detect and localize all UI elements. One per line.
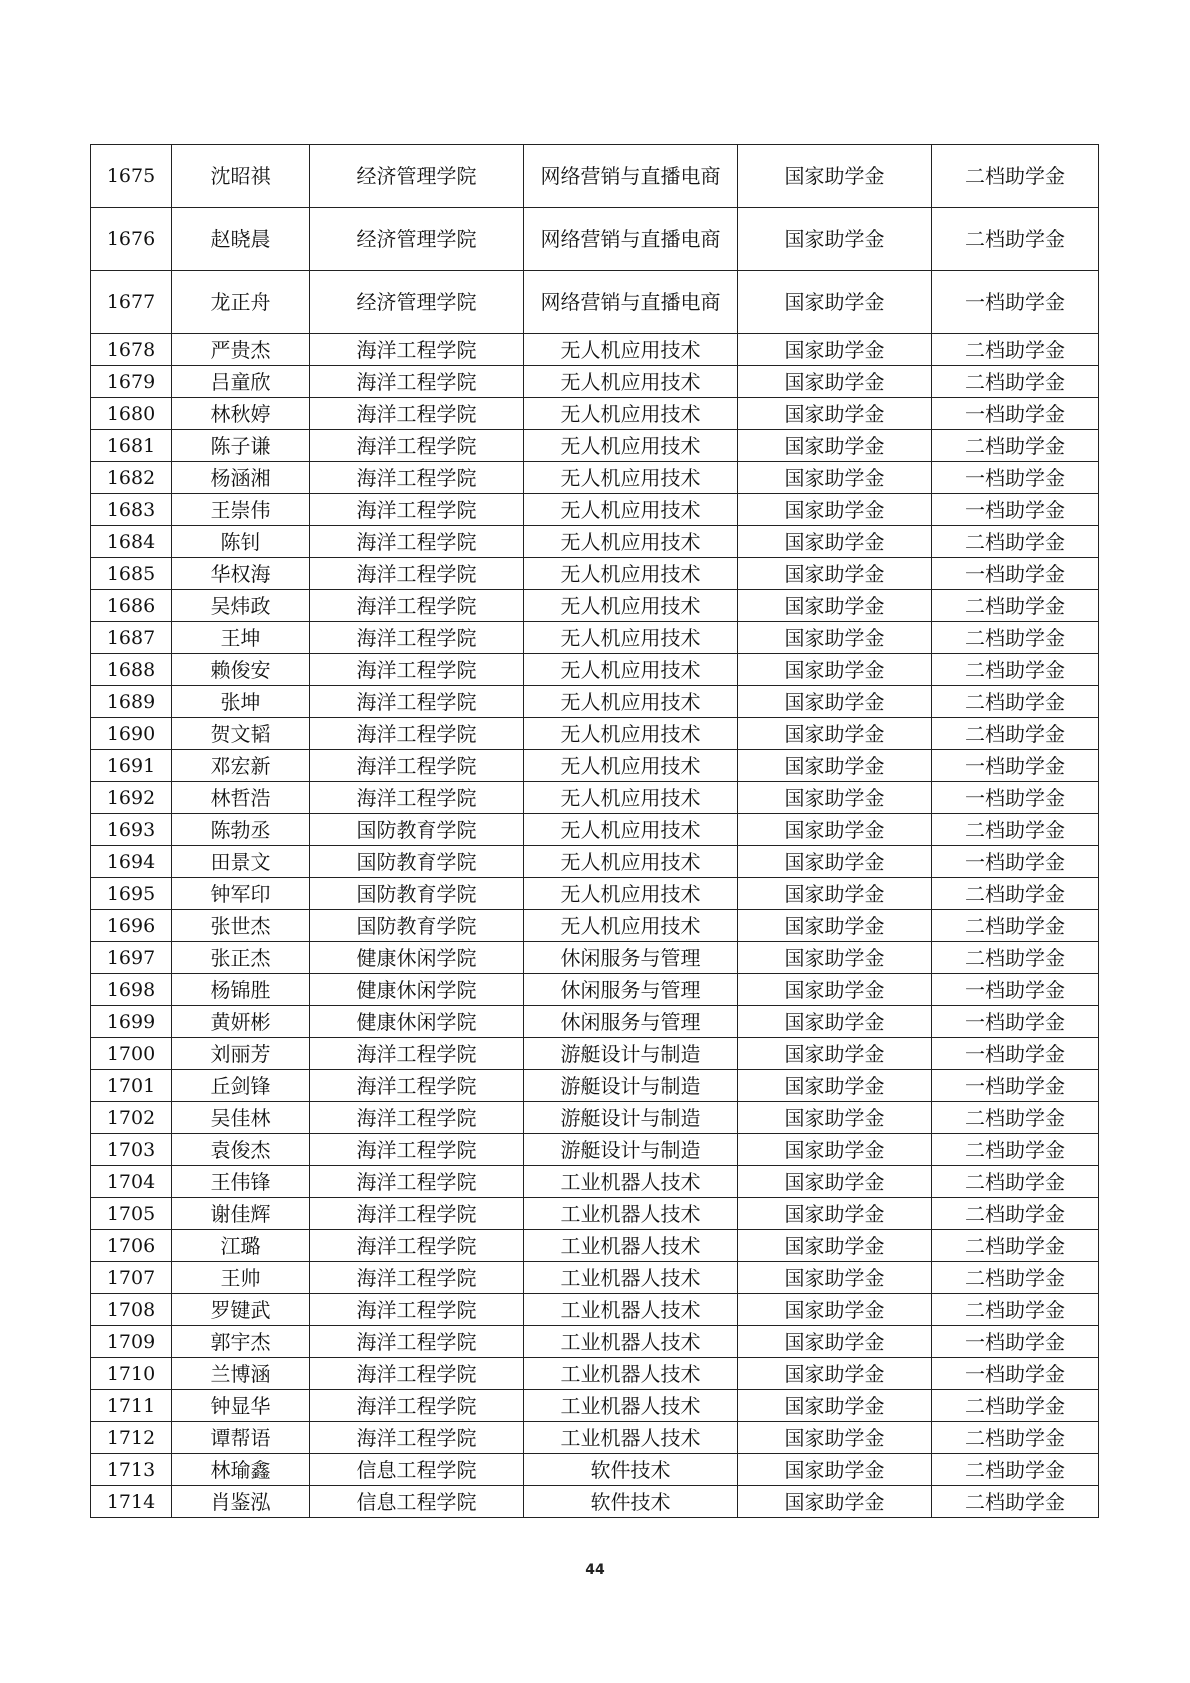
major-cell: 游艇设计与制造 xyxy=(524,1134,738,1166)
grant-level-cell: 二档助学金 xyxy=(932,1102,1099,1134)
college-cell: 海洋工程学院 xyxy=(310,1358,524,1390)
student-name-cell: 兰博涵 xyxy=(172,1358,310,1390)
grant-level-cell: 二档助学金 xyxy=(932,1198,1099,1230)
student-name-cell: 郭宇杰 xyxy=(172,1326,310,1358)
student-name-cell: 王崇伟 xyxy=(172,494,310,526)
row-number-cell: 1691 xyxy=(91,750,172,782)
college-cell: 海洋工程学院 xyxy=(310,1422,524,1454)
grant-level-cell: 一档助学金 xyxy=(932,782,1099,814)
student-name-cell: 华权海 xyxy=(172,558,310,590)
grant-level-cell: 二档助学金 xyxy=(932,1262,1099,1294)
grant-type-cell: 国家助学金 xyxy=(738,430,932,462)
college-cell: 经济管理学院 xyxy=(310,208,524,271)
row-number-cell: 1712 xyxy=(91,1422,172,1454)
major-cell: 工业机器人技术 xyxy=(524,1262,738,1294)
grant-level-cell: 一档助学金 xyxy=(932,1358,1099,1390)
row-number-cell: 1682 xyxy=(91,462,172,494)
row-number-cell: 1689 xyxy=(91,686,172,718)
grant-level-cell: 一档助学金 xyxy=(932,1326,1099,1358)
table-row xyxy=(91,208,1099,271)
table-row xyxy=(91,718,1099,750)
grant-level-cell: 二档助学金 xyxy=(932,366,1099,398)
college-cell: 国防教育学院 xyxy=(310,846,524,878)
grant-level-cell: 二档助学金 xyxy=(932,1422,1099,1454)
college-cell: 海洋工程学院 xyxy=(310,494,524,526)
grant-type-cell: 国家助学金 xyxy=(738,1102,932,1134)
row-number-cell: 1703 xyxy=(91,1134,172,1166)
major-cell: 无人机应用技术 xyxy=(524,718,738,750)
row-number-cell: 1694 xyxy=(91,846,172,878)
table-row xyxy=(91,1422,1099,1454)
major-cell: 游艇设计与制造 xyxy=(524,1038,738,1070)
student-name-cell: 沈昭祺 xyxy=(172,145,310,208)
college-cell: 海洋工程学院 xyxy=(310,462,524,494)
row-number-cell: 1692 xyxy=(91,782,172,814)
grant-level-cell: 一档助学金 xyxy=(932,1006,1099,1038)
grant-level-cell: 一档助学金 xyxy=(932,974,1099,1006)
table-row xyxy=(91,145,1099,208)
row-number-cell: 1687 xyxy=(91,622,172,654)
college-cell: 健康休闲学院 xyxy=(310,942,524,974)
row-number-cell: 1675 xyxy=(91,145,172,208)
grant-type-cell: 国家助学金 xyxy=(738,814,932,846)
college-cell: 经济管理学院 xyxy=(310,271,524,334)
student-name-cell: 田景文 xyxy=(172,846,310,878)
table-row xyxy=(91,271,1099,334)
major-cell: 工业机器人技术 xyxy=(524,1422,738,1454)
major-cell: 工业机器人技术 xyxy=(524,1390,738,1422)
student-name-cell: 丘剑锋 xyxy=(172,1070,310,1102)
college-cell: 海洋工程学院 xyxy=(310,654,524,686)
grant-type-cell: 国家助学金 xyxy=(738,1358,932,1390)
row-number-cell: 1681 xyxy=(91,430,172,462)
college-cell: 海洋工程学院 xyxy=(310,1294,524,1326)
grant-type-cell: 国家助学金 xyxy=(738,145,932,208)
scholarship-table xyxy=(90,144,1099,1518)
student-name-cell: 赖俊安 xyxy=(172,654,310,686)
table-row xyxy=(91,1230,1099,1262)
grant-level-cell: 一档助学金 xyxy=(932,846,1099,878)
table-row xyxy=(91,1006,1099,1038)
major-cell: 无人机应用技术 xyxy=(524,526,738,558)
student-name-cell: 张坤 xyxy=(172,686,310,718)
grant-level-cell: 二档助学金 xyxy=(932,814,1099,846)
grant-level-cell: 一档助学金 xyxy=(932,494,1099,526)
college-cell: 海洋工程学院 xyxy=(310,590,524,622)
table-row xyxy=(91,1134,1099,1166)
grant-level-cell: 二档助学金 xyxy=(932,686,1099,718)
college-cell: 经济管理学院 xyxy=(310,145,524,208)
table-row xyxy=(91,1102,1099,1134)
major-cell: 网络营销与直播电商 xyxy=(524,208,738,271)
row-number-cell: 1711 xyxy=(91,1390,172,1422)
grant-level-cell: 二档助学金 xyxy=(932,590,1099,622)
major-cell: 休闲服务与管理 xyxy=(524,942,738,974)
grant-type-cell: 国家助学金 xyxy=(738,622,932,654)
table-row xyxy=(91,494,1099,526)
row-number-cell: 1707 xyxy=(91,1262,172,1294)
student-name-cell: 杨锦胜 xyxy=(172,974,310,1006)
grant-type-cell: 国家助学金 xyxy=(738,208,932,271)
major-cell: 工业机器人技术 xyxy=(524,1198,738,1230)
major-cell: 工业机器人技术 xyxy=(524,1166,738,1198)
grant-level-cell: 二档助学金 xyxy=(932,1390,1099,1422)
major-cell: 无人机应用技术 xyxy=(524,398,738,430)
student-name-cell: 龙正舟 xyxy=(172,271,310,334)
college-cell: 海洋工程学院 xyxy=(310,1166,524,1198)
student-name-cell: 王帅 xyxy=(172,1262,310,1294)
college-cell: 海洋工程学院 xyxy=(310,526,524,558)
table-row xyxy=(91,558,1099,590)
major-cell: 网络营销与直播电商 xyxy=(524,271,738,334)
grant-type-cell: 国家助学金 xyxy=(738,334,932,366)
major-cell: 无人机应用技术 xyxy=(524,654,738,686)
grant-level-cell: 二档助学金 xyxy=(932,145,1099,208)
college-cell: 海洋工程学院 xyxy=(310,430,524,462)
grant-level-cell: 二档助学金 xyxy=(932,1166,1099,1198)
table-row xyxy=(91,750,1099,782)
row-number-cell: 1684 xyxy=(91,526,172,558)
row-number-cell: 1713 xyxy=(91,1454,172,1486)
grant-level-cell: 二档助学金 xyxy=(932,1230,1099,1262)
table-row xyxy=(91,878,1099,910)
grant-level-cell: 二档助学金 xyxy=(932,1134,1099,1166)
table-row xyxy=(91,1070,1099,1102)
student-name-cell: 邓宏新 xyxy=(172,750,310,782)
table-row xyxy=(91,782,1099,814)
college-cell: 海洋工程学院 xyxy=(310,334,524,366)
grant-type-cell: 国家助学金 xyxy=(738,1294,932,1326)
major-cell: 工业机器人技术 xyxy=(524,1358,738,1390)
college-cell: 海洋工程学院 xyxy=(310,1038,524,1070)
row-number-cell: 1679 xyxy=(91,366,172,398)
grant-type-cell: 国家助学金 xyxy=(738,462,932,494)
grant-type-cell: 国家助学金 xyxy=(738,1230,932,1262)
table-row xyxy=(91,910,1099,942)
major-cell: 无人机应用技术 xyxy=(524,462,738,494)
major-cell: 无人机应用技术 xyxy=(524,430,738,462)
row-number-cell: 1699 xyxy=(91,1006,172,1038)
college-cell: 海洋工程学院 xyxy=(310,1102,524,1134)
grant-type-cell: 国家助学金 xyxy=(738,1486,932,1518)
student-name-cell: 王伟锋 xyxy=(172,1166,310,1198)
table-row xyxy=(91,1038,1099,1070)
major-cell: 无人机应用技术 xyxy=(524,590,738,622)
student-name-cell: 肖鉴泓 xyxy=(172,1486,310,1518)
major-cell: 无人机应用技术 xyxy=(524,366,738,398)
grant-type-cell: 国家助学金 xyxy=(738,654,932,686)
major-cell: 休闲服务与管理 xyxy=(524,974,738,1006)
major-cell: 游艇设计与制造 xyxy=(524,1102,738,1134)
grant-level-cell: 二档助学金 xyxy=(932,208,1099,271)
grant-type-cell: 国家助学金 xyxy=(738,366,932,398)
grant-type-cell: 国家助学金 xyxy=(738,271,932,334)
grant-level-cell: 二档助学金 xyxy=(932,622,1099,654)
major-cell: 无人机应用技术 xyxy=(524,782,738,814)
row-number-cell: 1690 xyxy=(91,718,172,750)
table-row xyxy=(91,1198,1099,1230)
major-cell: 无人机应用技术 xyxy=(524,334,738,366)
grant-type-cell: 国家助学金 xyxy=(738,910,932,942)
grant-level-cell: 二档助学金 xyxy=(932,1486,1099,1518)
table-row xyxy=(91,942,1099,974)
major-cell: 无人机应用技术 xyxy=(524,558,738,590)
student-name-cell: 钟军印 xyxy=(172,878,310,910)
row-number-cell: 1676 xyxy=(91,208,172,271)
major-cell: 游艇设计与制造 xyxy=(524,1070,738,1102)
table-row xyxy=(91,366,1099,398)
row-number-cell: 1683 xyxy=(91,494,172,526)
table-row xyxy=(91,1454,1099,1486)
college-cell: 海洋工程学院 xyxy=(310,1134,524,1166)
student-name-cell: 谭帮语 xyxy=(172,1422,310,1454)
row-number-cell: 1700 xyxy=(91,1038,172,1070)
major-cell: 无人机应用技术 xyxy=(524,494,738,526)
page-number: 44 xyxy=(585,1562,605,1578)
grant-type-cell: 国家助学金 xyxy=(738,398,932,430)
grant-type-cell: 国家助学金 xyxy=(738,686,932,718)
college-cell: 海洋工程学院 xyxy=(310,1326,524,1358)
student-name-cell: 袁俊杰 xyxy=(172,1134,310,1166)
grant-level-cell: 二档助学金 xyxy=(932,1454,1099,1486)
college-cell: 海洋工程学院 xyxy=(310,1070,524,1102)
major-cell: 无人机应用技术 xyxy=(524,910,738,942)
grant-type-cell: 国家助学金 xyxy=(738,526,932,558)
college-cell: 健康休闲学院 xyxy=(310,974,524,1006)
student-name-cell: 王坤 xyxy=(172,622,310,654)
row-number-cell: 1701 xyxy=(91,1070,172,1102)
grant-level-cell: 二档助学金 xyxy=(932,654,1099,686)
student-name-cell: 陈钊 xyxy=(172,526,310,558)
major-cell: 无人机应用技术 xyxy=(524,686,738,718)
student-name-cell: 江璐 xyxy=(172,1230,310,1262)
row-number-cell: 1693 xyxy=(91,814,172,846)
table-row xyxy=(91,814,1099,846)
row-number-cell: 1697 xyxy=(91,942,172,974)
row-number-cell: 1696 xyxy=(91,910,172,942)
table-row xyxy=(91,1166,1099,1198)
table-row xyxy=(91,334,1099,366)
table-row xyxy=(91,686,1099,718)
table-row xyxy=(91,1326,1099,1358)
grant-level-cell: 二档助学金 xyxy=(932,1294,1099,1326)
table-row xyxy=(91,526,1099,558)
student-name-cell: 钟显华 xyxy=(172,1390,310,1422)
college-cell: 海洋工程学院 xyxy=(310,750,524,782)
college-cell: 信息工程学院 xyxy=(310,1454,524,1486)
student-name-cell: 陈勃丞 xyxy=(172,814,310,846)
row-number-cell: 1709 xyxy=(91,1326,172,1358)
table-row xyxy=(91,398,1099,430)
college-cell: 海洋工程学院 xyxy=(310,1198,524,1230)
student-name-cell: 吴佳林 xyxy=(172,1102,310,1134)
row-number-cell: 1704 xyxy=(91,1166,172,1198)
student-name-cell: 贺文韬 xyxy=(172,718,310,750)
college-cell: 国防教育学院 xyxy=(310,814,524,846)
student-name-cell: 吕童欣 xyxy=(172,366,310,398)
grant-type-cell: 国家助学金 xyxy=(738,1038,932,1070)
table-row xyxy=(91,1358,1099,1390)
student-name-cell: 林秋婷 xyxy=(172,398,310,430)
grant-type-cell: 国家助学金 xyxy=(738,750,932,782)
major-cell: 工业机器人技术 xyxy=(524,1326,738,1358)
student-name-cell: 赵晓晨 xyxy=(172,208,310,271)
grant-level-cell: 一档助学金 xyxy=(932,462,1099,494)
table-row xyxy=(91,846,1099,878)
table-row xyxy=(91,1390,1099,1422)
grant-type-cell: 国家助学金 xyxy=(738,1198,932,1230)
grant-level-cell: 二档助学金 xyxy=(932,430,1099,462)
student-name-cell: 刘丽芳 xyxy=(172,1038,310,1070)
college-cell: 海洋工程学院 xyxy=(310,1230,524,1262)
college-cell: 海洋工程学院 xyxy=(310,558,524,590)
row-number-cell: 1680 xyxy=(91,398,172,430)
row-number-cell: 1710 xyxy=(91,1358,172,1390)
grant-type-cell: 国家助学金 xyxy=(738,1134,932,1166)
row-number-cell: 1688 xyxy=(91,654,172,686)
college-cell: 健康休闲学院 xyxy=(310,1006,524,1038)
grant-level-cell: 一档助学金 xyxy=(932,398,1099,430)
major-cell: 无人机应用技术 xyxy=(524,750,738,782)
table-row xyxy=(91,654,1099,686)
college-cell: 海洋工程学院 xyxy=(310,1390,524,1422)
grant-type-cell: 国家助学金 xyxy=(738,1070,932,1102)
grant-type-cell: 国家助学金 xyxy=(738,878,932,910)
major-cell: 休闲服务与管理 xyxy=(524,1006,738,1038)
table-row xyxy=(91,430,1099,462)
college-cell: 海洋工程学院 xyxy=(310,366,524,398)
grant-level-cell: 二档助学金 xyxy=(932,942,1099,974)
major-cell: 无人机应用技术 xyxy=(524,814,738,846)
row-number-cell: 1702 xyxy=(91,1102,172,1134)
grant-level-cell: 一档助学金 xyxy=(932,1070,1099,1102)
major-cell: 工业机器人技术 xyxy=(524,1294,738,1326)
table-row xyxy=(91,462,1099,494)
major-cell: 无人机应用技术 xyxy=(524,846,738,878)
grant-level-cell: 一档助学金 xyxy=(932,558,1099,590)
grant-level-cell: 二档助学金 xyxy=(932,910,1099,942)
grant-type-cell: 国家助学金 xyxy=(738,1006,932,1038)
grant-type-cell: 国家助学金 xyxy=(738,590,932,622)
row-number-cell: 1677 xyxy=(91,271,172,334)
college-cell: 国防教育学院 xyxy=(310,878,524,910)
grant-type-cell: 国家助学金 xyxy=(738,1422,932,1454)
student-name-cell: 谢佳辉 xyxy=(172,1198,310,1230)
college-cell: 海洋工程学院 xyxy=(310,782,524,814)
major-cell: 工业机器人技术 xyxy=(524,1230,738,1262)
grant-type-cell: 国家助学金 xyxy=(738,1166,932,1198)
row-number-cell: 1698 xyxy=(91,974,172,1006)
major-cell: 软件技术 xyxy=(524,1454,738,1486)
grant-type-cell: 国家助学金 xyxy=(738,974,932,1006)
college-cell: 信息工程学院 xyxy=(310,1486,524,1518)
table-row xyxy=(91,590,1099,622)
grant-type-cell: 国家助学金 xyxy=(738,942,932,974)
row-number-cell: 1714 xyxy=(91,1486,172,1518)
grant-level-cell: 一档助学金 xyxy=(932,271,1099,334)
row-number-cell: 1706 xyxy=(91,1230,172,1262)
row-number-cell: 1685 xyxy=(91,558,172,590)
college-cell: 海洋工程学院 xyxy=(310,686,524,718)
student-name-cell: 严贵杰 xyxy=(172,334,310,366)
student-name-cell: 黄妍彬 xyxy=(172,1006,310,1038)
table-row xyxy=(91,622,1099,654)
grant-level-cell: 二档助学金 xyxy=(932,526,1099,558)
grant-level-cell: 二档助学金 xyxy=(932,718,1099,750)
grant-type-cell: 国家助学金 xyxy=(738,494,932,526)
college-cell: 海洋工程学院 xyxy=(310,718,524,750)
student-name-cell: 杨涵湘 xyxy=(172,462,310,494)
college-cell: 海洋工程学院 xyxy=(310,1262,524,1294)
student-name-cell: 张世杰 xyxy=(172,910,310,942)
grant-type-cell: 国家助学金 xyxy=(738,718,932,750)
grant-level-cell: 二档助学金 xyxy=(932,334,1099,366)
student-name-cell: 陈子谦 xyxy=(172,430,310,462)
student-name-cell: 吴炜政 xyxy=(172,590,310,622)
grant-type-cell: 国家助学金 xyxy=(738,782,932,814)
grant-type-cell: 国家助学金 xyxy=(738,558,932,590)
table-row xyxy=(91,1486,1099,1518)
grant-level-cell: 一档助学金 xyxy=(932,1038,1099,1070)
row-number-cell: 1678 xyxy=(91,334,172,366)
grant-level-cell: 一档助学金 xyxy=(932,750,1099,782)
grant-type-cell: 国家助学金 xyxy=(738,1262,932,1294)
table-row xyxy=(91,974,1099,1006)
table-body xyxy=(91,145,1099,1518)
major-cell: 无人机应用技术 xyxy=(524,622,738,654)
grant-type-cell: 国家助学金 xyxy=(738,1454,932,1486)
student-name-cell: 林瑜鑫 xyxy=(172,1454,310,1486)
grant-type-cell: 国家助学金 xyxy=(738,1326,932,1358)
row-number-cell: 1708 xyxy=(91,1294,172,1326)
college-cell: 海洋工程学院 xyxy=(310,622,524,654)
row-number-cell: 1695 xyxy=(91,878,172,910)
student-name-cell: 张正杰 xyxy=(172,942,310,974)
college-cell: 海洋工程学院 xyxy=(310,398,524,430)
major-cell: 无人机应用技术 xyxy=(524,878,738,910)
college-cell: 国防教育学院 xyxy=(310,910,524,942)
grant-type-cell: 国家助学金 xyxy=(738,846,932,878)
row-number-cell: 1686 xyxy=(91,590,172,622)
row-number-cell: 1705 xyxy=(91,1198,172,1230)
grant-type-cell: 国家助学金 xyxy=(738,1390,932,1422)
student-name-cell: 林哲浩 xyxy=(172,782,310,814)
table-row xyxy=(91,1262,1099,1294)
major-cell: 网络营销与直播电商 xyxy=(524,145,738,208)
major-cell: 软件技术 xyxy=(524,1486,738,1518)
grant-level-cell: 二档助学金 xyxy=(932,878,1099,910)
student-name-cell: 罗键武 xyxy=(172,1294,310,1326)
table-row xyxy=(91,1294,1099,1326)
